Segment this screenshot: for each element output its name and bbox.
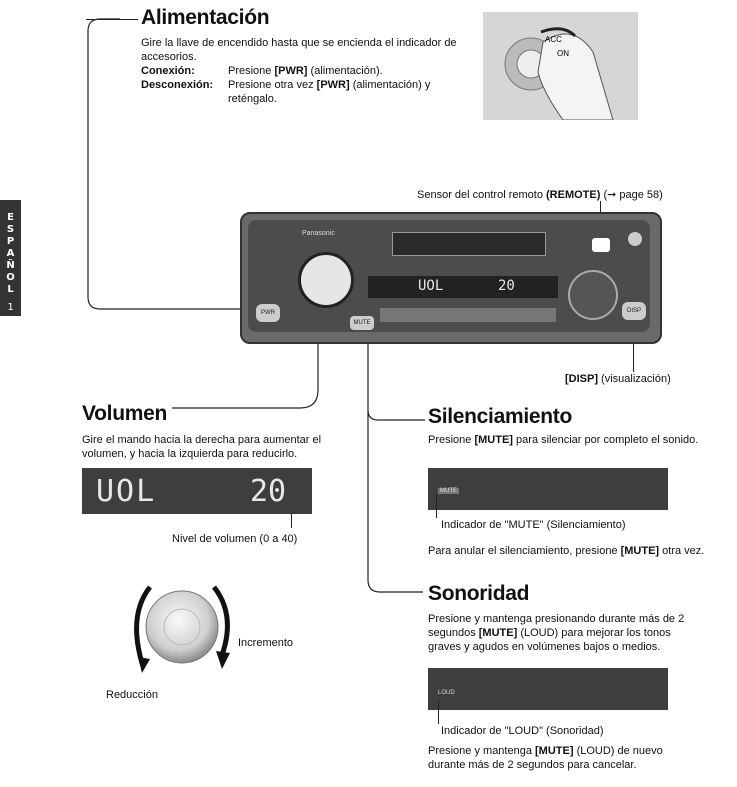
volume-level-pointer xyxy=(291,514,292,528)
remote-sensor xyxy=(592,238,610,252)
loud-display xyxy=(428,668,668,710)
unit-display-mode: UOL xyxy=(418,278,444,294)
volume-display-value: 20 xyxy=(250,474,287,509)
power-title: Alimentación xyxy=(141,6,270,29)
tab-letter: A xyxy=(6,248,15,259)
mute-button[interactable]: MUTE xyxy=(350,316,374,330)
loud-cancel-text-2: durante más de 2 segundos para cancelar. xyxy=(428,759,637,771)
mute-title: Silenciamiento xyxy=(428,405,573,428)
remote-sensor-caption: Sensor del control remoto (REMOTE) (➞ page 58) xyxy=(417,189,663,201)
tab-letter: E xyxy=(7,212,14,223)
key-acc-label: ACC xyxy=(545,35,562,44)
volume-level-caption: Nivel de volumen (0 a 40) xyxy=(172,533,298,545)
volume-knob[interactable] xyxy=(298,252,354,308)
eject-knob[interactable] xyxy=(628,232,642,246)
volume-display-mode: UOL xyxy=(96,474,157,509)
loud-title: Sonoridad xyxy=(428,582,530,605)
loud-indicator-pointer xyxy=(438,700,439,724)
language-tab xyxy=(0,200,21,316)
volume-increase-label: Incremento xyxy=(238,637,294,649)
mute-cancel-text: Para anular el silenciamiento, presione [MUTE] otra vez. xyxy=(428,545,705,557)
power-off-label: Desconexión: xyxy=(141,79,214,91)
volume-title: Volumen xyxy=(82,402,168,425)
power-on-label: Conexión: xyxy=(141,65,195,77)
key-on-label: ON xyxy=(557,49,569,58)
tab-letter: O xyxy=(6,272,15,283)
ignition-key-illustration xyxy=(483,12,638,120)
mute-indicator: MUTE xyxy=(440,488,457,494)
mute-display xyxy=(428,468,668,510)
loud-indicator-caption: Indicador de "LOUD" (Sonoridad) xyxy=(441,725,604,737)
tab-letter: S xyxy=(6,224,15,235)
tab-letter: P xyxy=(6,236,15,247)
brand-logo: Panasonic xyxy=(302,230,335,237)
tab-letter: L xyxy=(7,284,14,295)
power-description: Gire la llave de encendido hasta que se encienda el indicador de accesorios. xyxy=(141,37,457,63)
pwr-button[interactable]: PWR xyxy=(256,304,280,322)
volume-display xyxy=(82,468,312,514)
volume-knob-illustration xyxy=(120,575,240,685)
disp-button[interactable]: DISP xyxy=(622,302,646,320)
disp-caption: [DISP] (visualización) xyxy=(565,373,671,385)
loud-line-3: graves y agudos en volúmenes bajos o medios. xyxy=(428,641,661,653)
preset-buttons[interactable] xyxy=(380,308,556,322)
page-number: 1 xyxy=(7,302,14,313)
unit-display xyxy=(368,276,558,298)
mute-instruction: Presione [MUTE] para silenciar por completo el sonido. xyxy=(428,434,699,446)
volume-decrease-label: Reducción xyxy=(106,689,158,701)
loud-line-1: Presione y mantenga presionando durante más de 2 xyxy=(428,613,685,625)
car-audio-unit xyxy=(240,212,662,344)
mute-indicator-pointer xyxy=(436,494,437,518)
volume-description: Gire el mando hacia la derecha para aumentar el volumen, y hacia la izquierda para reducirlo. xyxy=(82,434,322,460)
cassette-slot xyxy=(392,232,546,256)
power-off-text: Presione otra vez [PWR] (alimentación) y reténgalo. xyxy=(228,79,431,105)
loud-indicator: LOUD xyxy=(438,690,455,696)
loud-line-2: segundos [MUTE] (LOUD) para mejorar los tonos xyxy=(428,627,671,639)
power-on-text: Presione [PWR] (alimentación). xyxy=(228,65,383,77)
unit-display-value: 20 xyxy=(498,278,515,294)
loud-cancel-text: Presione y mantenga [MUTE] (LOUD) de nuevo xyxy=(428,745,663,757)
tab-letter: Ñ xyxy=(6,260,15,271)
mute-indicator-caption: Indicador de "MUTE" (Silenciamiento) xyxy=(441,519,626,531)
tune-pad[interactable] xyxy=(568,270,618,320)
